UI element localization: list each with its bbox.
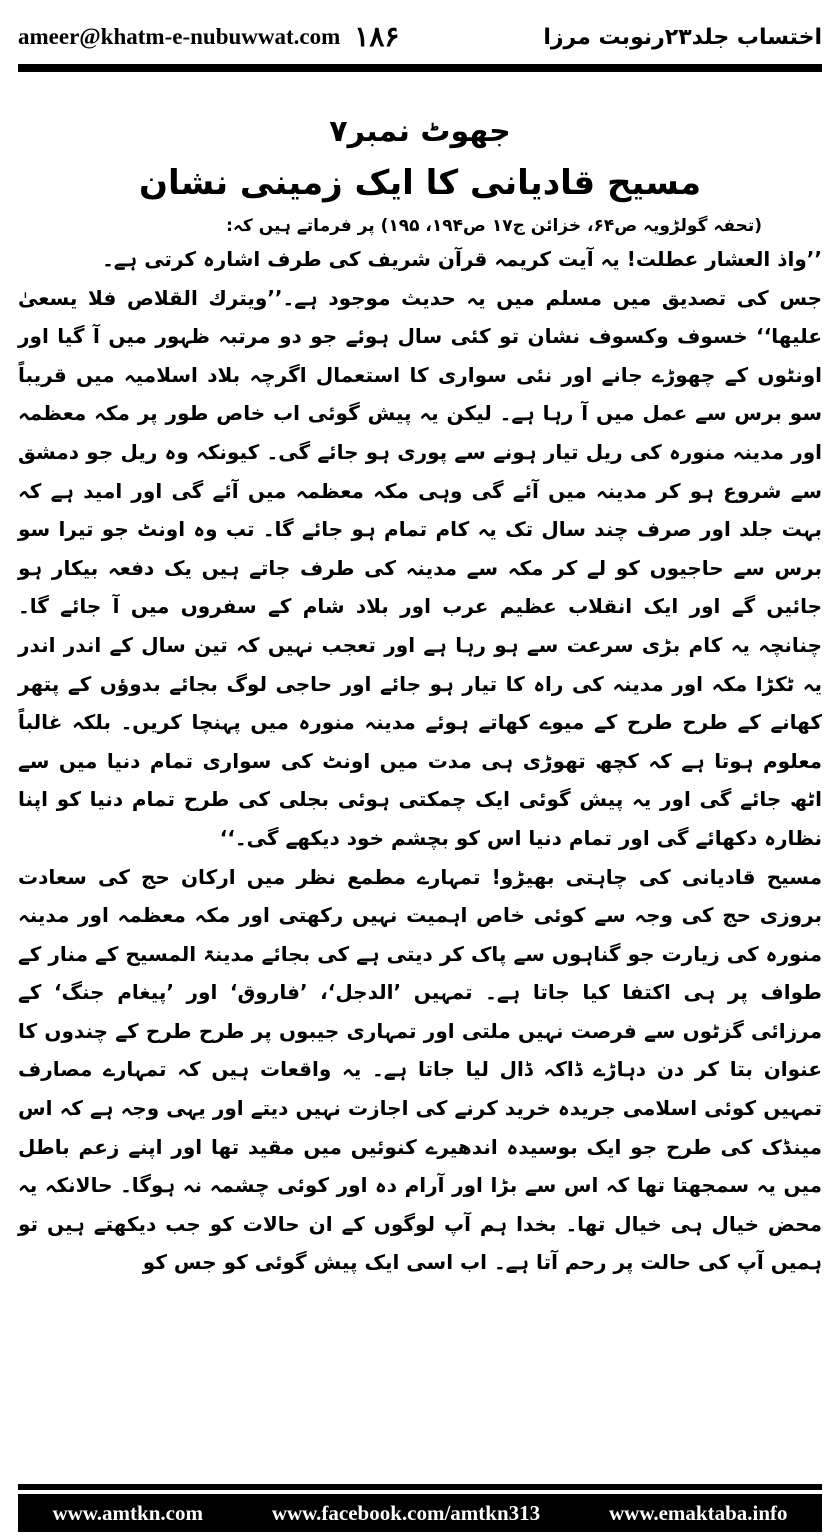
paragraph: ’’واذ العشار عطلت! یہ آیت کریمہ قرآن شریف کی طرف اشارہ کرتی ہے۔ bbox=[102, 247, 822, 271]
header-left bbox=[18, 20, 399, 54]
footer-link-emaktaba[interactable]: www.emaktaba.info bbox=[609, 1500, 788, 1525]
article-body bbox=[18, 240, 822, 1282]
page-footer bbox=[18, 1494, 822, 1532]
page-number: ۱۸۶ bbox=[354, 22, 400, 53]
article-heading: جھوٹ نمبر۷ bbox=[329, 114, 511, 149]
footer-link-amtkn[interactable]: www.amtkn.com bbox=[52, 1500, 203, 1525]
footer-link-facebook[interactable]: www.facebook.com/amtkn313 bbox=[271, 1500, 541, 1525]
header-divider bbox=[18, 64, 822, 72]
book-title: اختساب جلد۲۳رنوبت مرزا bbox=[543, 24, 822, 50]
paragraph: جس کی تصدیق میں مسلم میں یہ حدیث موجود ہے۔’’ویترك القلاص فلا یسعیٰ علیھا‘‘ خسوف وکسوف نشان تو کئی سال ہوئے جو دو مرتبہ ظہور میں آ گیا اور اونٹوں کے چھوڑے جانے اور نئی سواری کا استعمال اگرچہ بلاد اسلامیہ میں قریباً سو برس سے عمل میں آ رہا ہے۔ لیکن یہ پیش گوئی اب خاص طور پر مکہ معظمہ اور مدینہ منورہ کی ریل تیار ہونے سے پوری ہو جائے گی۔ کیونکہ وہ ریل جو دمشق سے شروع ہو کر مدینہ میں آئے گی وہی مکہ معظمہ میں آئے گی اور امید ہے کہ بہت جلد اور صرف چند سال تک یہ کام تمام ہو جائے گا۔ تب وہ اونٹ جو تیرا سو برس سے حاجیوں کو لے کر مکہ سے مدینہ کی طرف جاتے ہیں یک دفعہ بیکار ہو جائیں گے اور ایک انقلاب عظیم عرب اور بلاد شام کے سفروں میں آ جائے گا۔ چنانچہ یہ کام بڑی سرعت سے ہو رہا ہے اور تعجب نہیں کہ تین سال کے اندر اندر یہ ٹکڑا مکہ اور مدینہ کی راہ کا تیار ہو جائے اور حاجی لوگ بجائے بدوؤں کے پتھر کھانے کے طرح طرح کے میوے کھاتے ہوئے مدینہ منورہ میں پہنچا کریں۔ بلکہ غالباً معلوم ہوتا ہے کہ کچھ تھوڑی ہی مدت میں اونٹ کی سواری تمام دنیا میں سے اٹھ جائے گی اور یہ پیش گوئی ایک چمکتی ہوئی بجلی کی طرح تمام دنیا کو اپنا نظارہ دکھائے گی اور تمام دنیا اس کو بچشم خود دیکھے گی۔‘‘ bbox=[18, 285, 822, 850]
citation: (تحفہ گولڑویہ ص۶۴، خزائن ج۱۷ ص۱۹۴، ۱۹۵) پر فرماتے ہیں کہ: bbox=[226, 216, 762, 236]
footer-divider bbox=[18, 1484, 822, 1490]
article-subheading: مسیح قادیانی کا ایک زمینی نشان bbox=[138, 163, 702, 203]
header-email: ameer@khatm-e-nubuwwat.com bbox=[18, 24, 341, 49]
article bbox=[18, 84, 822, 1476]
page-header bbox=[18, 14, 822, 60]
paragraph: مسیح قادیانی کی چاہتی بھیڑو! تمہارے مطمع نظر میں ارکان حج کی سعادت بروزی حج کی وجہ سے کوئی خاص اہمیت نہیں رکھتی اور مکہ معظمہ اور مدینہ منورہ کی زیارت جو گناہوں سے پاک کر دیتی ہے کی بجائے مدینۃ المسیح کے منار کے طواف پر ہی اکتفا کیا جاتا ہے۔ تمہیں ’الدجل‘، ’فاروق‘ اور ’پیغام جنگ‘ کے مرزائی گزٹوں سے فرصت نہیں ملتی اور تمہاری جیبوں پر طرح طرح کے چندوں کا عنوان بتا کر دن دہاڑے ڈاکہ ڈال لیا جاتا ہے۔ یہ واقعات ہیں کہ تمہارے مصارف تمہیں کوئی اسلامی جریدہ خرید کرنے کی اجازت نہیں دیتے اور یہی وجہ ہے کہ اس مینڈک کی طرح جو ایک بوسیدہ اندھیرے کنوئیں میں مقید تھا اور اپنے زعم باطل میں یہ سمجھتا تھا کہ اس سے بڑا اور آرام دہ اور کوئی چشمہ نہ ہوگا۔ حالانکہ یہ محض خیال ہی خیال تھا۔ بخدا ہم آپ لوگوں کے ان حالات کو جب دیکھتے ہیں تو ہمیں آپ کی حالت پر رحم آتا ہے۔ اب اسی ایک پیش گوئی کو جس کو bbox=[18, 864, 822, 1275]
